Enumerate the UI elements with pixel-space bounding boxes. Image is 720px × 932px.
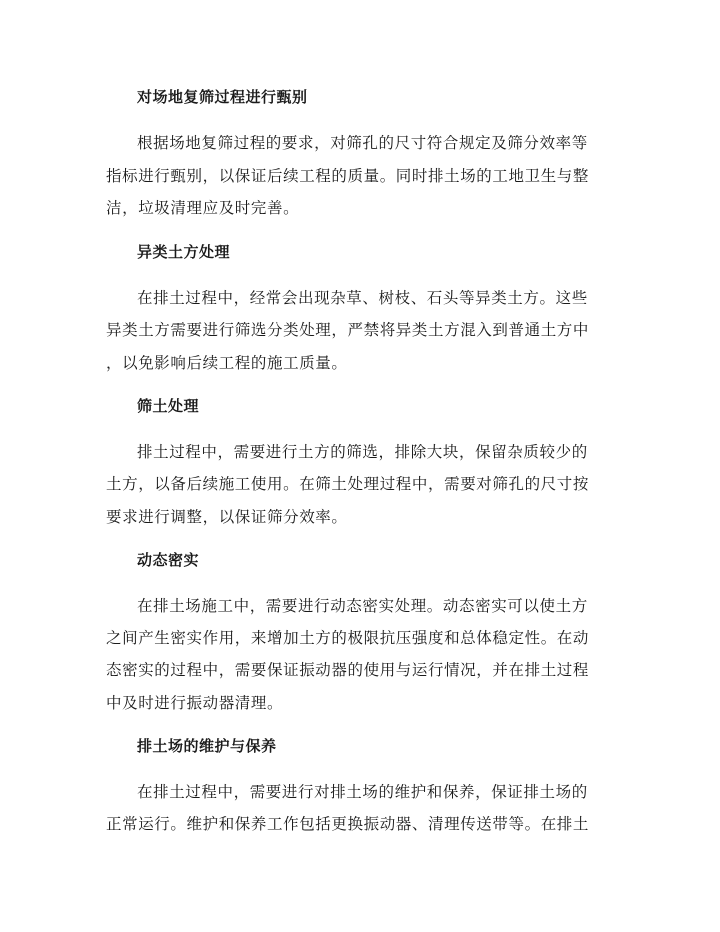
section-heading: 动态密实 (137, 551, 200, 569)
paragraph-line: 之间产生密实作用，来增加土方的极限抗压强度和总体稳定性。在动 (106, 629, 590, 647)
paragraph-line: 土方，以备后续施工使用。在筛土处理过程中，需要对筛孔的尺寸按 (106, 475, 590, 493)
paragraph-line: 异类土方需要进行筛选分类处理，严禁将异类土方混入到普通土方中 (106, 321, 590, 339)
paragraph-line: ，以免影响后续工程的施工质量。 (106, 354, 348, 372)
paragraph-line: 排土过程中，需要进行土方的筛选，排除大块，保留杂质较少的 (137, 443, 588, 461)
paragraph-line: 正常运行。维护和保养工作包括更换振动器、清理传送带等。在排土 (106, 815, 590, 833)
paragraph-line: 在排土场施工中，需要进行动态密实处理。动态密实可以使土方 (137, 597, 588, 615)
section-heading: 异类土方处理 (137, 243, 231, 261)
section-heading: 对场地复筛过程进行甄别 (137, 88, 308, 106)
paragraph-line: 在排土过程中，需要进行对排土场的维护和保养，保证排土场的 (137, 783, 588, 801)
paragraph-line: 在排土过程中，经常会出现杂草、树枝、石头等异类土方。这些 (137, 289, 588, 307)
section-heading: 排土场的维护与保养 (137, 737, 277, 755)
paragraph-line: 态密实的过程中，需要保证振动器的使用与运行情况，并在排土过程 (106, 661, 590, 679)
paragraph-line: 要求进行调整，以保证筛分效率。 (106, 508, 348, 526)
paragraph-line: 指标进行甄别，以保证后续工程的质量。同时排土场的工地卫生与整 (106, 167, 590, 185)
section-heading: 筛土处理 (137, 397, 200, 415)
paragraph-line: 根据场地复筛过程的要求，对筛孔的尺寸符合规定及筛分效率等 (137, 134, 588, 152)
paragraph-line: 中及时进行振动器清理。 (106, 694, 284, 712)
paragraph-line: 洁，垃圾清理应及时完善。 (106, 199, 300, 217)
